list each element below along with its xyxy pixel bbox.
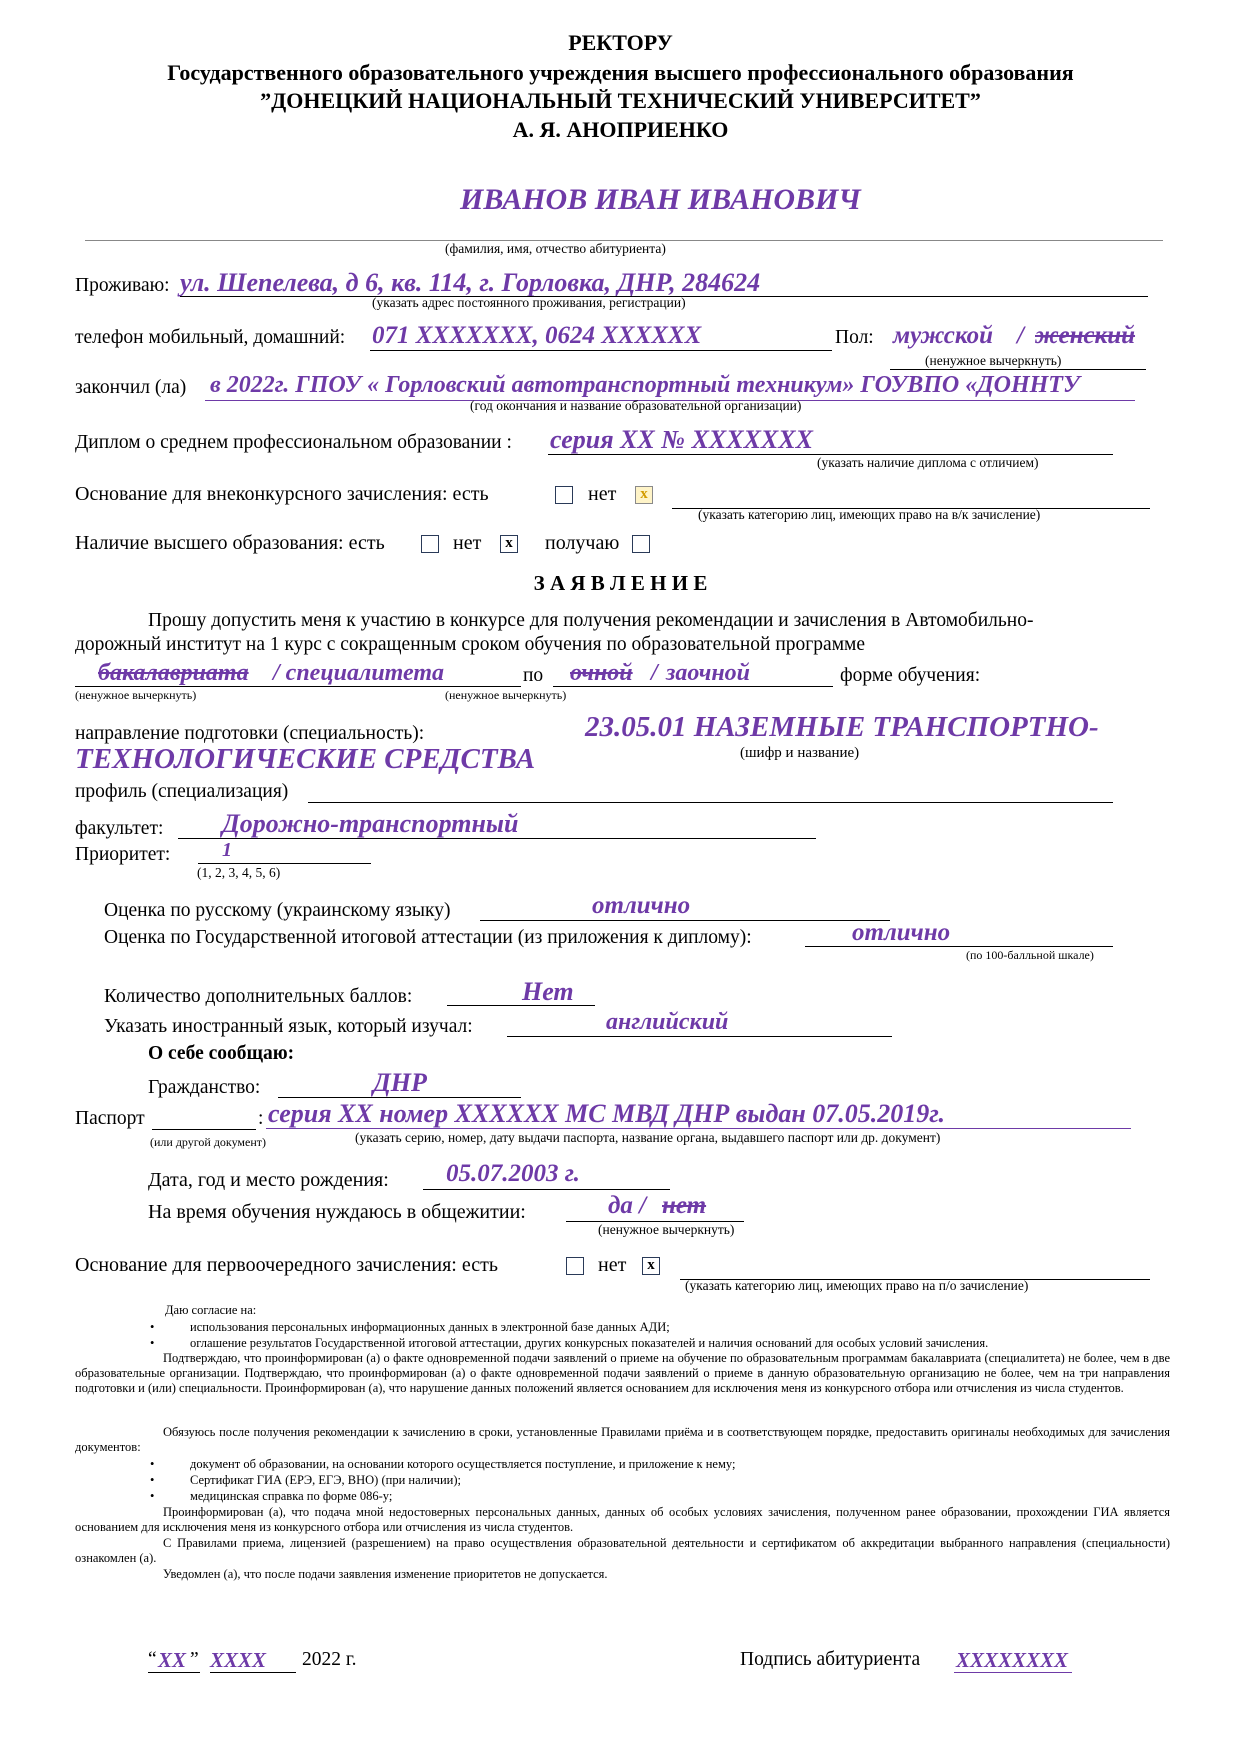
address-hint: (указать адрес постоянного проживания, регистрации) (372, 295, 686, 310)
consent-paragraph-3: Проинформирован (а), что подача мной недостоверных персональных данных, данных об особых условиях зачисления, полученном ранее образовании, прохождении ГИА является основанием для исключения меня из конкурсного отбора или отчисления из числа студентов. (75, 1505, 1170, 1534)
higher-education-label: Наличие высшего образования: есть (75, 532, 385, 554)
gia-grade-line (805, 946, 1113, 947)
russian-grade-line (480, 920, 890, 921)
phone-value: 071 XXXXXXX, 0624 XXXXXX (372, 322, 702, 349)
form-line (553, 686, 833, 687)
dormitory-no: нет (662, 1192, 707, 1219)
extra-points-label: Количество дополнительных баллов: (104, 986, 413, 1007)
gia-grade-label: Оценка по Государственной итоговой аттестации (из приложения к диплому): (104, 927, 752, 948)
gia-grade-value: отлично (852, 919, 951, 946)
diploma-label: Диплом о среднем профессиональном образовании : (75, 432, 512, 453)
direction-value-1: 23.05.01 НАЗЕМНЫЕ ТРАНСПОРТНО- (585, 711, 1099, 743)
document-item: • медицинская справка по форме 086-у; (190, 1489, 392, 1504)
form-extramural: заочной (666, 660, 751, 686)
birth-value: 05.07.2003 г. (446, 1160, 580, 1187)
form-hint: (ненужное вычеркнуть) (445, 688, 567, 702)
direction-label: направление подготовки (специальность): (75, 723, 425, 744)
consent-paragraph-4: С Правилами приема, лицензией (разрешением) на право осуществления образовательной деятельности и сертификатом об аккредитации выбранного направления (специальности) ознакомлен (а). (75, 1536, 1170, 1565)
signature-label: Подпись абитуриента (740, 1649, 921, 1670)
gia-grade-hint: (по 100-балльной шкале) (966, 948, 1094, 962)
consent-item: • использования персональных информационных данных в электронной базе данных АДИ; (190, 1320, 670, 1335)
consent-paragraph-2: Обязуюсь после получения рекомендации к зачислению в сроки, установленные Правилами приёма и в соответствующем порядке, предоставить оригиналы необходимых для зачисления документов: (75, 1425, 1170, 1454)
higher-education-no-label: нет (453, 532, 482, 554)
education-value: в 2022г. ГПОУ « Горловский автотранспортный техникум» ГОУВПО «ДОННТУ (210, 372, 1080, 398)
gender-line (890, 369, 1146, 370)
program-line (75, 686, 521, 687)
education-hint: (год окончания и название образовательной организации) (470, 398, 802, 413)
diploma-value: серия XX № XXXXXXX (550, 425, 813, 454)
priority-hint: (1, 2, 3, 4, 5, 6) (197, 865, 281, 880)
header-university: ”ДОНЕЦКИЙ НАЦИОНАЛЬНЫЙ ТЕХНИЧЕСКИЙ УНИВЕРСИТЕТ” (260, 88, 981, 113)
gender-hint: (ненужное вычеркнуть) (925, 353, 1062, 368)
date-month: XXXX (210, 1648, 267, 1672)
dormitory-hint: (ненужное вычеркнуть) (598, 1222, 735, 1237)
higher-education-receiving-checkbox[interactable] (632, 535, 650, 553)
higher-education-yes-checkbox[interactable] (421, 535, 439, 553)
address-label: Проживаю: (75, 275, 170, 296)
name-hint: (фамилия, имя, отчество абитуриента) (445, 241, 666, 256)
program-hint: (ненужное вычеркнуть) (75, 688, 197, 702)
header-rector: РЕКТОРУ (568, 30, 673, 55)
passport-value: серия XX номер XXXXXX МС МВД ДНР выдан 07.05.2019г. (268, 1099, 946, 1128)
citizenship-line (278, 1097, 521, 1098)
consent-item: • оглашение результатов Государственной итоговой аттестации, других конкурсных показателей и наличия оснований для особых условий зачисления. (190, 1336, 988, 1351)
priority-enrollment-no-checkbox[interactable]: x (642, 1257, 660, 1275)
passport-doc-line (152, 1129, 256, 1130)
date-day: XX (158, 1648, 187, 1672)
dormitory-yes: да / (608, 1192, 647, 1219)
priority-enrollment-label: Основание для первоочередного зачисления: есть (75, 1254, 498, 1276)
header-rector-name: А. Я. АНОПРИЕНКО (512, 117, 729, 142)
higher-education-no-checkbox[interactable]: x (500, 535, 518, 553)
form-full: очной (570, 660, 633, 686)
education-label: закончил (ла) (75, 377, 187, 398)
non-competitive-yes-checkbox[interactable] (555, 486, 573, 504)
applicant-name: ИВАНОВ ИВАН ИВАНОВИЧ (460, 183, 861, 216)
date-day-line (148, 1672, 200, 1673)
birth-label: Дата, год и место рождения: (148, 1169, 389, 1191)
language-label: Указать иностранный язык, который изучал: (104, 1016, 473, 1037)
passport-colon: : (258, 1108, 264, 1129)
language-value: английский (606, 1009, 729, 1035)
priority-enrollment-no-label: нет (598, 1254, 627, 1276)
consent-paragraph-5: Уведомлен (а), что после подачи заявления изменение приоритетов не допускается. (163, 1567, 608, 1581)
direction-hint: (шифр и название) (740, 745, 860, 761)
citizenship-label: Гражданство: (148, 1077, 261, 1098)
non-competitive-hint: (указать категорию лиц, имеющих право на в/к зачисление) (698, 507, 1041, 522)
priority-label: Приоритет: (75, 844, 171, 865)
gender-separator: / (1017, 322, 1024, 349)
birth-line (423, 1189, 670, 1190)
faculty-label: факультет: (75, 818, 164, 839)
passport-line (266, 1128, 1131, 1129)
non-competitive-no-label: нет (588, 483, 617, 505)
header-institution: Государственного образовательного учреждения высшего профессионального образования (167, 60, 1074, 85)
about-title: О себе сообщаю: (148, 1043, 295, 1064)
extra-points-line (447, 1005, 595, 1006)
faculty-value: Дорожно-транспортный (222, 809, 519, 838)
gender-female: женский (1035, 322, 1136, 349)
phone-label: телефон мобильный, домашний: (75, 327, 346, 348)
profile-line (308, 802, 1113, 803)
form-label: форме обучения: (840, 665, 981, 686)
address-value: ул. Шепелева, д 6, кв. 114, г. Горловка, ДНР, 284624 (180, 268, 761, 297)
statement-text-2: дорожный институт на 1 курс с сокращенным сроком обучения по образовательной программе (75, 634, 866, 655)
statement-text-1: Прошу допустить меня к участию в конкурсе для получения рекомендации и зачисления в Автомобильно- (148, 610, 1034, 631)
document-item: • Сертификат ГИА (ЕРЭ, ЕГЭ, ВНО) (при наличии); (190, 1473, 461, 1488)
passport-hint-right: (указать серию, номер, дату выдачи паспорта, название органа, выдавшего паспорт или др. документ) (355, 1130, 941, 1145)
diploma-hint: (указать наличие диплома с отличием) (817, 455, 1039, 470)
language-line (507, 1036, 892, 1037)
passport-hint-left: (или другой документ) (150, 1135, 267, 1149)
non-competitive-no-checkbox[interactable]: x (635, 486, 653, 504)
program-specialist: / специалитета (273, 660, 445, 686)
gender-label: Пол: (835, 327, 874, 348)
russian-grade-label: Оценка по русскому (украинскому языку) (104, 900, 451, 921)
date-year: 2022 г. (302, 1649, 357, 1670)
passport-label: Паспорт (75, 1108, 145, 1129)
dormitory-label: На время обучения нуждаюсь в общежитии: (148, 1201, 526, 1223)
priority-enrollment-hint: (указать категорию лиц, имеющих право на п/о зачисление) (685, 1278, 1029, 1293)
higher-education-receiving-label: получаю (545, 532, 620, 554)
form-separator: / (651, 660, 658, 686)
po-label: по (523, 665, 544, 686)
citizenship-value: ДНР (373, 1068, 427, 1097)
gender-male: мужской (893, 322, 993, 349)
signature-line (954, 1672, 1072, 1673)
consent-intro: Даю согласие на: (165, 1303, 257, 1317)
faculty-line (178, 838, 816, 839)
date-quote-open: “ (148, 1649, 157, 1670)
document-item: • документ об образовании, на основании которого осуществляется поступление, и приложение к нему; (190, 1457, 735, 1472)
program-bachelor: бакалавриата (98, 660, 249, 686)
date-month-line (210, 1672, 296, 1673)
priority-enrollment-yes-checkbox[interactable] (566, 1257, 584, 1275)
priority-line (198, 863, 371, 864)
russian-grade-value: отлично (592, 892, 691, 919)
signature-value: XXXXXXXX (956, 1648, 1069, 1672)
phone-line (370, 350, 832, 351)
extra-points-value: Нет (522, 977, 574, 1006)
direction-value-2: ТЕХНОЛОГИЧЕСКИЕ СРЕДСТВА (75, 743, 536, 775)
consent-paragraph-1: Подтверждаю, что проинформирован (а) о факте одновременной подачи заявлений о приеме на обучение по образовательным программам бакалавриата (специалитета) не более, чем в две образовательные организации. Подтверждаю, что проинформирован (а) о факте одновременной подачи заявлений о приеме в данную образовательную организацию не более, чем на три направления подготовки и (или) специальности. Проинформирован (а), что нарушение данных положений является основанием для исключения меня из конкурсного отбора или отчисления из числа студентов. (75, 1351, 1170, 1395)
profile-label: профиль (специализация) (75, 781, 289, 802)
statement-title: З А Я В Л Е Н И Е (533, 571, 708, 595)
date-quote-close: ” (190, 1649, 199, 1670)
non-competitive-label: Основание для внеконкурсного зачисления: есть (75, 483, 489, 505)
priority-value: 1 (222, 839, 232, 861)
